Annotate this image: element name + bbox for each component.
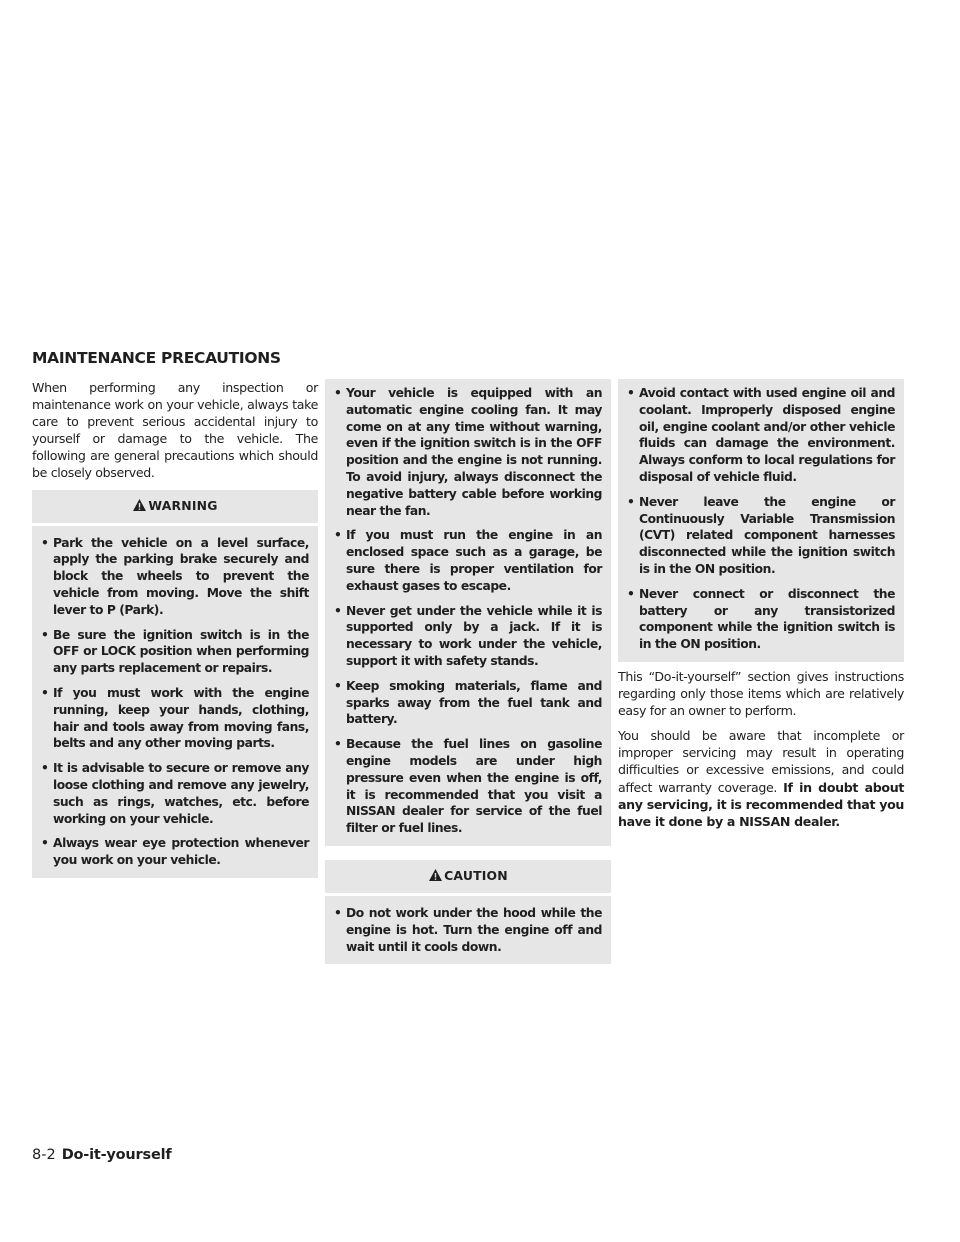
warning-item: • Be sure the ignition switch is in the OFF or LOCK position when performing any parts replacement or repairs.: [41, 627, 309, 677]
caution-header: [325, 866, 611, 896]
caution-box: [325, 860, 611, 964]
column-2: [325, 379, 611, 970]
warning-item: • Park the vehicle on a level surface, apply the parking brake securely and block the wheels to prevent the vehicle from moving. Move the shift lever to P (Park).: [41, 535, 309, 619]
warning-item: • If you must run the engine in an enclosed space such as a garage, be sure there is proper ventilation for exhaust gases to escape.: [334, 527, 602, 594]
warning-item: • Your vehicle is equipped with an automatic engine cooling fan. It may come on at any time without warning, even if the ignition switch is in the OFF position and the engine is not running. To avoid injury, always disconnect the negative battery cable before working near the fan.: [334, 385, 602, 519]
servicing-bold-text: If in doubt about any servicing, it is recommended that you have it done by a NISSAN dealer.: [618, 779, 904, 829]
caution-box-continued: [618, 379, 904, 662]
warning-box: [32, 490, 318, 878]
caution-title: CAUTION: [444, 867, 508, 883]
intro-paragraph: When performing any inspection or maintenance work on your vehicle, always take care to prevent serious accidental injury to yourself or damage to the vehicle. The following are general precautions which should be closely observed.: [32, 380, 318, 481]
column-1: [32, 379, 318, 884]
servicing-text: You should be aware that incomplete or improper servicing may result in operating difficulties or excessive emissions, and could affect warranty coverage.: [618, 728, 904, 795]
page-heading: MAINTENANCE PRECAUTIONS: [32, 349, 281, 367]
warning-triangle-icon: [132, 498, 147, 515]
warning-box-continued: [325, 379, 611, 846]
warning-item: • Because the fuel lines on gasoline engine models are under high pressure even when the engine is off, it is recommended that you visit a NISSAN dealer for service of the fuel filter or fuel lines.: [334, 736, 602, 837]
warning-title: WARNING: [148, 497, 218, 513]
caution-triangle-icon: [428, 868, 443, 885]
warning-item: • If you must work with the engine running, keep your hands, clothing, hair and tools away from moving fans, belts and any other moving parts.: [41, 685, 309, 752]
page-footer: [32, 1147, 171, 1163]
caution-item: • Never leave the engine or Continuously Variable Transmission (CVT) related component harnesses disconnected while the ignition switch is in the ON position.: [627, 494, 895, 578]
page-number: 8-2: [32, 1147, 56, 1163]
caution-item: • Do not work under the hood while the engine is hot. Turn the engine off and wait until it cools down.: [334, 905, 602, 955]
warning-header: [32, 496, 318, 526]
caution-item: • Never connect or disconnect the battery or any transistorized component while the ignition switch is in the ON position.: [627, 586, 895, 653]
warning-item: • Never get under the vehicle while it is supported only by a jack. If it is necessary to work under the vehicle, support it with safety stands.: [334, 603, 602, 670]
section-name: Do-it-yourself: [61, 1147, 172, 1163]
warning-item: • It is advisable to secure or remove any loose clothing and remove any jewelry, such as rings, watches, etc. before working on your vehicle.: [41, 760, 309, 827]
column-3: [618, 379, 904, 838]
servicing-paragraph: [618, 727, 904, 830]
warning-item: • Always wear eye protection whenever you work on your vehicle.: [41, 835, 309, 869]
caution-item: • Avoid contact with used engine oil and coolant. Improperly disposed engine oil, engine coolant and/or other vehicle fluids can damage the environment. Always conform to local regulations for disposal of vehicle fluid.: [627, 385, 895, 486]
warning-item: • Keep smoking materials, flame and sparks away from the fuel tank and battery.: [334, 678, 602, 728]
diy-paragraph: This “Do-it-yourself” section gives instructions regarding only those items which are relatively easy for an owner to perform.: [618, 668, 904, 719]
